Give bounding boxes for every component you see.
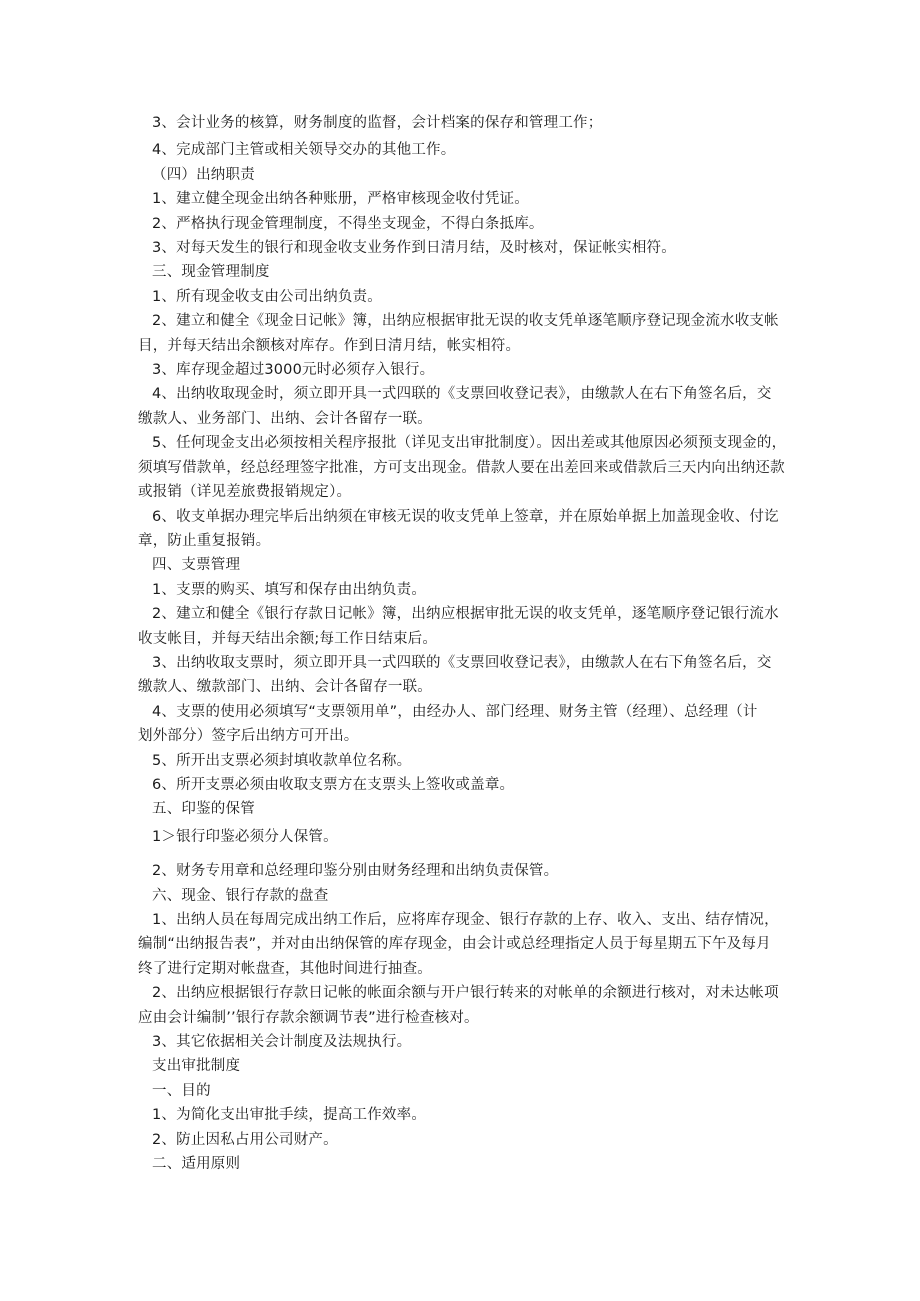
text-line: 4、完成部门主管或相关领导交办的其他工作。	[152, 142, 456, 159]
text-line: 4、支票的使用必须填写“支票领用单”，由经办人、部门经理、财务主管（经理）、总经理（计	[152, 703, 758, 720]
text-line: 缴款人、缴款部门、出纳、会计各留存一联。	[138, 679, 432, 696]
text-line: 收支帐目，并每天结出余额;每工作日结束后。	[138, 630, 438, 647]
text-line: 1、为简化支出审批手续，提高工作效率。	[152, 1107, 427, 1124]
text-line: 2、出纳应根据银行存款日记帐的帐面余额与开户银行转来的对帐单的余额进行核对，对未达帐项	[152, 985, 779, 1002]
text-line: 2、建立和健全《银行存款日记帐》簿，出纳应根据审批无误的收支凭单，逐笔顺序登记银行流水	[152, 606, 779, 623]
text-line: 5、任何现金支出必须按相关程序报批（详见支出审批制度）。因出差或其他原因必须预支现金的，	[152, 435, 787, 452]
text-line: 3、库存现金超过3000元时必须存入银行。	[152, 362, 435, 379]
text-line: 2、财务专用章和总经理印鉴分别由财务经理和出纳负责保管。	[152, 863, 559, 880]
text-line: 目，并每天结出余额核对库存。作到日清月结，帐实相符。	[138, 337, 521, 354]
text-line: 5、所开出支票必须封填收款单位名称。	[152, 752, 412, 769]
section-heading: 四、支票管理	[152, 557, 241, 574]
text-line: 须填写借款单，经总经理签字批准，方可支出现金。借款人要在出差回来或借款后三天内向出纳还款	[138, 459, 785, 476]
text-line: 应由会计编制’’银行存款余额调节表”进行检查核对。	[138, 1009, 479, 1026]
text-line: 1、所有现金收支由公司出纳负责。	[152, 288, 382, 305]
text-line: 1、出纳人员在每周完成出纳工作后，应将库存现金、银行存款的上存、收入、支出、结存情况，	[152, 912, 779, 928]
section-heading: 五、印鉴的保管	[152, 801, 255, 818]
text-line: 终了进行定期对帐盘查，其他时间进行抽查。	[138, 960, 432, 977]
text-line: 划外部分）签字后出纳方可开出。	[138, 728, 359, 745]
text-line: 1＞银行印鉴必须分人保管。	[152, 828, 338, 845]
text-line: 1、支票的购买、填写和保存由出纳负责。	[152, 581, 427, 598]
text-line: 3、会计业务的核算，财务制度的监督，会计档案的保存和管理工作；	[152, 115, 603, 131]
text-line: 章，防止重复报销。	[138, 532, 271, 549]
text-line: 编制“出纳报告表”，并对由出纳保管的库存现金，由会计或总经理指定人员于每星期五下午及每月	[138, 936, 771, 953]
text-line: 6、所开支票必须由收取支票方在支票头上签收或盖章。	[152, 776, 515, 793]
text-line: 3、其它依据相关会计制度及法规执行。	[152, 1034, 412, 1051]
text-line: 2、防止因私占用公司财产。	[152, 1131, 338, 1148]
text-line: 4、出纳收取现金时，须立即开具一式四联的《支票回收登记表》，由缴款人在右下角签名后，交	[152, 386, 772, 403]
section-heading: 六、现金、银行存款的盘查	[152, 887, 329, 904]
section-heading: 二、适用原则	[152, 1156, 241, 1173]
text-line: 2、严格执行现金管理制度，不得坐支现金，不得白条抵库。	[152, 215, 544, 232]
text-line: 3、出纳收取支票时，须立即开具一式四联的《支票回收登记表》，由缴款人在右下角签名后，交	[152, 654, 772, 671]
section-heading: 支出审批制度	[152, 1058, 241, 1075]
section-heading: 三、现金管理制度	[152, 264, 270, 281]
text-line: 缴款人、业务部门、出纳、会计各留存一联。	[138, 410, 432, 427]
text-line: 2、建立和健全《现金日记帐》簿，出纳应根据审批无误的收支凭单逐笔顺序登记现金流水收支帐	[152, 313, 779, 330]
text-line: 1、建立健全现金出纳各种账册，严格审核现金收付凭证。	[152, 191, 529, 208]
text-line: 6、收支单据办理完毕后出纳须在审核无误的收支凭单上签章，并在原始单据上加盖现金收、付讫	[152, 508, 779, 525]
document-body	[138, 111, 788, 1176]
section-heading: 一、目的	[152, 1082, 211, 1099]
section-heading: （四）出纳职责	[152, 166, 255, 183]
text-line: 或报销（详见差旅费报销规定）。	[138, 484, 352, 501]
text-line: 3、对每天发生的银行和现金收支业务作到日清月结，及时核对，保证帐实相符。	[152, 240, 676, 257]
